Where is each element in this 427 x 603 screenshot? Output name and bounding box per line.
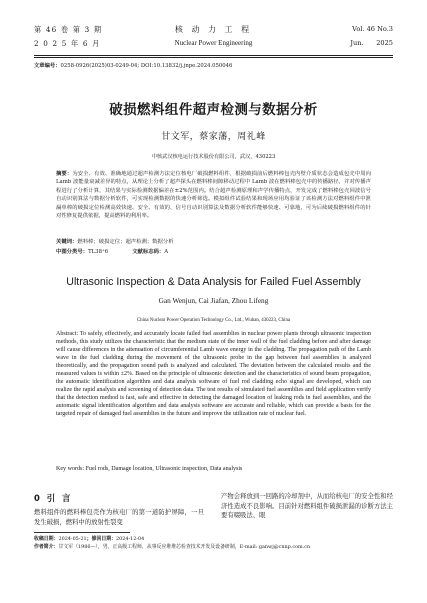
- abstract-cn-label: 摘要：: [56, 171, 73, 177]
- clc-number: 中图分类号：TL38⁺6: [56, 249, 109, 255]
- header-rule: [34, 55, 393, 56]
- meta-value: 0258-0926(2025)03-0249-04; DOI:10.13832/j.jnpe.2024.050046: [60, 63, 233, 69]
- affiliation-cn: 中核武汉核电运行技术股份有限公司，武汉，430223: [151, 154, 276, 160]
- abstract-en-label: Abstract:: [56, 331, 79, 337]
- section-heading: 0 引 言: [34, 493, 73, 503]
- abstract-cn-text: 为安全、有效、准确地通过超声检测方法定位核电厂破损燃料组件，根据破损前后燃料棒包壳内壁介质状态会造成包壳中周向 Lamb 波能量衰减差异的特点，从理论上分析了超声探头在燃料棒间隙移动过程中 Lamb 波在燃料棒包壳中的传播路径，并对传播声程进行了分析计算，其结果与实际检测数据偏差在±2%范围内。结合超声检测原理和声学传播特点，开发完成了燃料棒包壳回波信号自动识别算法与数据分析软件，可实现检测数据的快速分析筛选。模拟组件试验结果和现场应用均验证了该检测方法对燃料组件中泄漏单棒的破损定位检测高效快速、安全、有效的，信号自动识别算法及数据分析软件能够快速、可靠地，可为后续破损燃料组件的针对性修复提供依据，提高燃料的利用率。: [56, 171, 372, 220]
- footnote: [34, 535, 393, 551]
- keywords-en: [56, 465, 371, 473]
- document-code: 文献标志码：A: [132, 249, 169, 255]
- abstract-en: [56, 330, 371, 419]
- keywords-cn-label: 关键词：: [56, 239, 78, 245]
- volume-issue-cn: 第 46 卷 第 3 期: [34, 25, 103, 34]
- header-rule-thin: [34, 57, 393, 58]
- footnote-dates: 收稿日期：2024-05-21；修回日期：2024-12-04: [34, 536, 145, 542]
- footnote-rule: [34, 532, 130, 533]
- authors-en: Gan Wenjun, Cai Jiafan, Zhou Lifeng: [158, 296, 269, 305]
- month-year: [350, 38, 393, 49]
- keywords-en-label: Key words:: [56, 466, 85, 472]
- year: 2025: [376, 39, 393, 47]
- running-header: [34, 22, 393, 54]
- meta-label: 文章编号：: [34, 63, 61, 69]
- body-column-right: 产物会释放到一回路的冷却剂中，从而给核电厂的安全性和经济性造成不良影响。目前针对燃料组件破损泄漏的诊断方法主要有啜吸法、眼: [221, 493, 393, 520]
- affiliation-en: China Nuclear Power Operation Technology Co., Ltd., Wuhan, 430223, China: [136, 318, 291, 323]
- body-column-left: 燃料组件的燃料棒包壳作为核电厂的第一道防护屏障，一旦发生破损，燃料中的放射性裂变: [34, 509, 204, 526]
- article-meta: [34, 62, 393, 70]
- volume-issue-en: Vol. 46 No.3: [352, 25, 393, 33]
- keywords-cn: [56, 238, 371, 246]
- classification-cn: [56, 248, 371, 256]
- abstract-cn: [56, 170, 371, 220]
- keywords-en-text: Fuel rods, Damage location, Ultrasonic inspection, Data analysis: [85, 466, 243, 472]
- journal-title-cn: 核 动 力 工 程: [174, 25, 253, 34]
- paper-title-cn: 破损燃料组件超声检测与数据分析: [109, 102, 318, 118]
- abstract-en-text: To safely, effectively, and accurately locate failed fuel assemblies in nuclear power plants through ultrasonic inspection methods, this study utilizes the characteristic that the medium state of the inner wall of the fuel cladding before and after damage will cause differences in the attenuation of circumferential Lamb wave energy in the cladding. The propagation path of the Lamb wave in the fuel cladding during the movement of the ultrasonic probe in the gap between fuel assemblies is analyzed theoretically, and the propagation sound path is analyzed and calculated. The deviation between the calculated results and the measured values is within ±2%. Based on the principle of ultrasonic detection and the characteristics of sound beam propagation, the automatic identification algorithm and data analysis software of fuel rod cladding echo signal are developed, which can realize the rapid analysis and screening of detection data. The test results of simulated fuel assemblies and field application verify that the detection method is fast, safe and effective in detecting the damaged location of leaking rods in fuel assemblies, and the automatic signal identification algorithm and data analysis software are accurate and reliable, which can provide a basis for the targeted repair of damaged fuel assemblies in the future and improve the utilization rate of nuclear fuel.: [56, 331, 372, 418]
- journal-title-en: Nuclear Power Engineering: [174, 39, 253, 47]
- authors-cn: 甘文军，蔡家藩，周礼峰: [161, 132, 266, 142]
- paper-title-en: Ultrasonic Inspection & Data Analysis for Failed Fuel Assembly: [66, 276, 361, 288]
- month: Jun.: [350, 39, 364, 47]
- date-cn: 2 0 2 5 年 6 月: [34, 39, 101, 48]
- footnote-author: 作者简介：甘文军（1986—），男，正高级工程师，从事反应堆堆芯检查技术开发及设备研制，E-mail: ganwj@cnnp.com.cn: [34, 544, 311, 550]
- keywords-cn-text: 燃料棒；破损定位；超声检测；数据分析: [77, 239, 174, 245]
